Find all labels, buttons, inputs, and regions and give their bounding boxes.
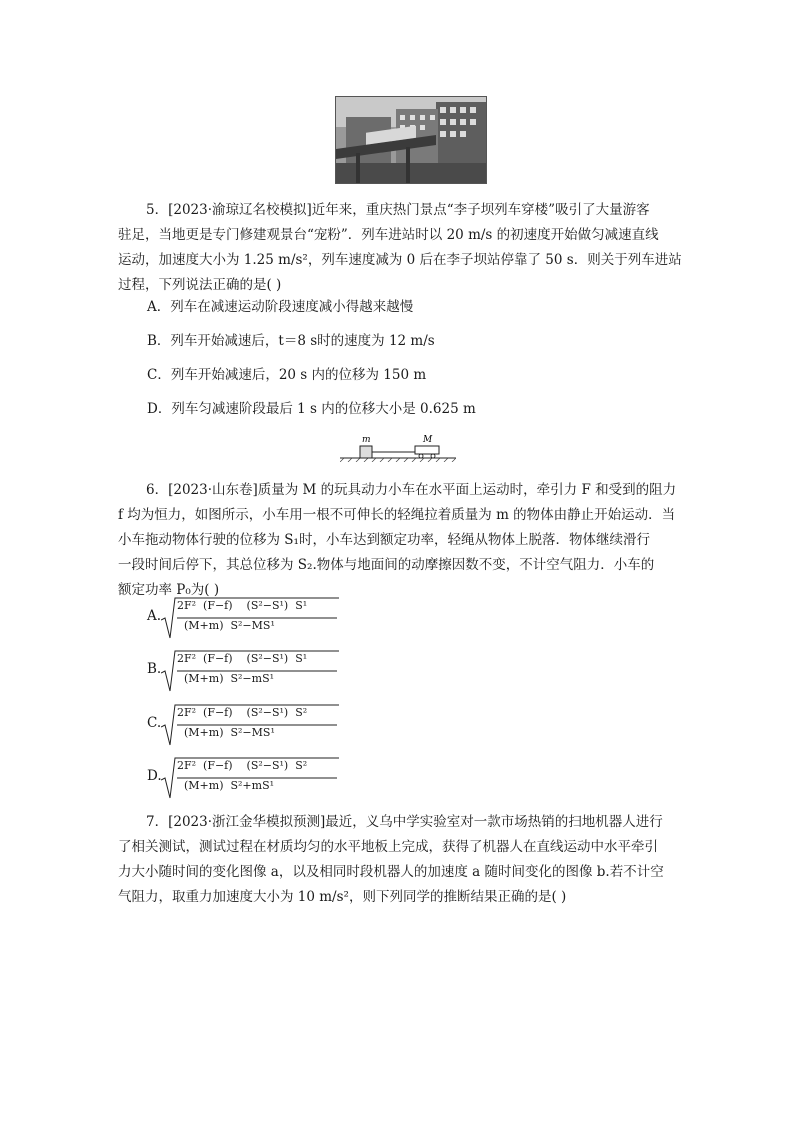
q5-line-4: 过程，下列说法正确的是( ) [118,277,282,293]
q5-line-1: 5．[2023·渝琼辽名校模拟]近年来，重庆热门景点“李子坝列车穿楼”吸引了大量游客 [146,202,650,218]
q6-line-4: 一段时间后停下，其总位移为 S₂.物体与地面间的动摩擦因数不变，不计空气阻力．小车的 [118,557,655,573]
q7-line-4: 气阻力，取重力加速度大小为 10 m/s²，则下列同学的推断结果正确的是( ) [118,889,567,905]
q6-option-d[interactable] [147,756,347,800]
q6-option-c-denominator: (M+m) S²−MS¹ [177,726,275,739]
question-5-text [118,198,688,298]
q6-option-b-label: B. [147,661,162,677]
q6-option-a-numerator: 2F² (F−f) (S²−S¹) S¹ [177,599,308,612]
q6-option-b-denominator: (M+m) S²−mS¹ [177,672,275,685]
q6-option-a[interactable] [147,596,347,640]
q7-line-2: 了相关测试，测试过程在材质均匀的水平地板上完成，获得了机器人在直线运动中水平牵引 [118,839,658,855]
q5-line-3: 运动，加速度大小为 1.25 m/s²，列车速度减为 0 后在李子坝站停靠了 50 s．则关于列车进站 [118,252,682,268]
q7-line-3: 力大小随时间的变化图像 a，以及相同时段机器人的加速度 a 随时间变化的图像 b.若不计空 [118,864,664,880]
q5-option-b[interactable]: B．列车开始减速后，t＝8 s时的速度为 12 m/s [147,333,435,349]
q5-option-d[interactable]: D．列车匀减速阶段最后 1 s 内的位移大小是 0.625 m [147,401,476,417]
q6-line-3: 小车拖动物体行驶的位移为 S₁时，小车达到额定功率，轻绳从物体上脱落．物体继续滑行 [118,532,650,548]
q5-option-c[interactable]: C．列车开始减速后，20 s 内的位移为 150 m [147,367,427,383]
q5-option-a[interactable]: A．列车在减速运动阶段速度减小得越来越慢 [147,299,414,315]
q6-option-a-label: A. [147,608,162,624]
q7-line-1: 7．[2023·浙江金华模拟预测]最近，义乌中学实验室对一款市场热销的扫地机器人进行 [146,814,663,830]
q6-option-b-numerator: 2F² (F−f) (S²−S¹) S¹ [177,652,308,665]
q6-option-c-numerator: 2F² (F−f) (S²−S¹) S² [177,706,308,719]
q6-line-5: 额定功率 P₀为( ) [118,582,220,598]
q6-option-a-denominator: (M+m) S²−MS¹ [177,619,275,632]
q6-option-d-label: D. [147,768,162,784]
question-6-text [118,478,688,603]
q6-option-c-label: C. [147,715,162,731]
q6-option-d-numerator: 2F² (F−f) (S²−S¹) S² [177,759,308,772]
cart-M [415,446,439,454]
question-7-text [118,810,688,910]
q6-line-2: f 均为恒力，如图所示，小车用一根不可伸长的轻绳拉着质量为 m 的物体由静止开始运动．当 [118,507,676,523]
q6-option-c[interactable] [147,703,347,747]
label-m: m [362,435,371,445]
q6-line-1: 6．[2023·山东卷]质量为 M 的玩具动力小车在水平面上运动时，牵引力 F 和受到的阻力 [146,482,677,498]
block-m [360,446,372,458]
q6-option-b[interactable] [147,649,347,693]
train-building-photo [335,96,487,184]
q5-line-2: 驻足，当地更是专门修建观景台“宠粉”．列车进站时以 20 m/s 的初速度开始做匀减速直线 [118,227,659,243]
label-M: M [423,435,433,445]
q6-option-d-denominator: (M+m) S²+mS¹ [177,779,275,792]
cart-pulling-block-figure [340,432,456,462]
